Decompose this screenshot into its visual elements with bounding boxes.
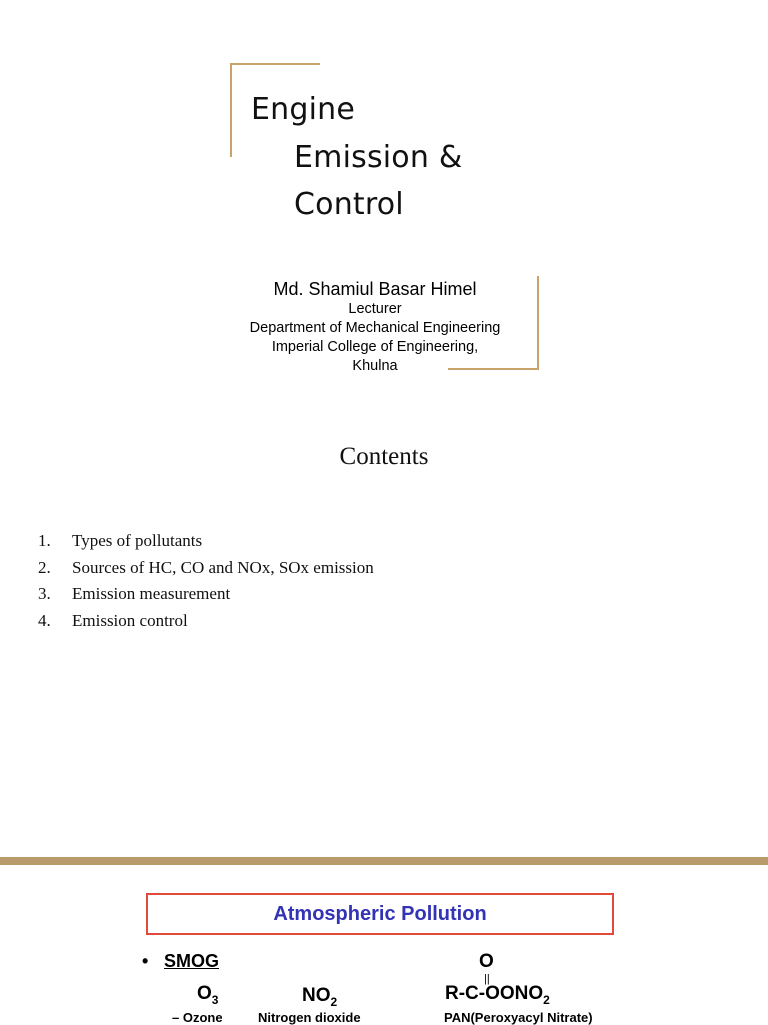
pan-double-bond: || xyxy=(484,973,490,985)
no2-description: Nitrogen dioxide xyxy=(258,1010,361,1025)
pan-description: PAN(Peroxyacyl Nitrate) xyxy=(444,1010,593,1025)
frame-bracket-top xyxy=(230,63,320,65)
list-item-number: 2. xyxy=(38,557,51,577)
list-item xyxy=(38,581,374,608)
list-item-number: 1. xyxy=(38,531,51,550)
slide-banner xyxy=(146,893,614,935)
pan-carbonyl-oxygen: O xyxy=(479,951,494,972)
list-item-text: Types of pollutants xyxy=(72,531,203,550)
bullet-icon: • xyxy=(142,951,149,971)
formula-base: NO xyxy=(302,985,331,1006)
contents-heading: Contents xyxy=(339,443,429,470)
list-item-text: Emission control xyxy=(72,610,188,630)
list-item xyxy=(38,608,374,635)
slide-atmospheric-pollution xyxy=(0,865,768,1024)
title-line-3: Control xyxy=(294,187,404,222)
list-item-number: 4. xyxy=(38,610,51,630)
banner-title: Atmospheric Pollution xyxy=(273,903,487,925)
frame-bracket-left xyxy=(230,63,232,157)
formula-subscript: 2 xyxy=(330,994,338,1009)
title-line-1: Engine xyxy=(251,92,356,127)
title-line-2: Emission & xyxy=(294,140,463,175)
list-item-number: 3. xyxy=(38,584,51,603)
author-name: Md. Shamiul Basar Himel xyxy=(273,279,477,299)
contents-list xyxy=(38,528,374,634)
ozone-description: – Ozone xyxy=(172,1010,223,1025)
page-divider xyxy=(0,857,768,865)
author-position: Lecturer xyxy=(348,301,402,317)
formula-base: O xyxy=(197,983,212,1004)
list-item xyxy=(38,555,374,582)
list-item xyxy=(38,528,374,555)
author-city: Khulna xyxy=(352,358,398,374)
author-institution: Imperial College of Engineering, xyxy=(271,339,479,355)
frame-bracket-right xyxy=(537,276,539,370)
list-item-text: Sources of HC, CO and NOx, SOx emission xyxy=(72,557,374,577)
formula-subscript: 2 xyxy=(543,992,550,1007)
smog-heading: SMOG xyxy=(164,951,220,971)
pan-formula xyxy=(445,983,550,1007)
author-block xyxy=(215,278,535,376)
list-item-text: Emission measurement xyxy=(72,584,231,603)
author-department: Department of Mechanical Engineering xyxy=(249,320,501,336)
no2-formula xyxy=(302,985,337,1009)
formula-base: R-C-OONO xyxy=(445,983,544,1004)
formula-subscript: 3 xyxy=(211,992,219,1007)
ozone-formula xyxy=(197,983,218,1007)
